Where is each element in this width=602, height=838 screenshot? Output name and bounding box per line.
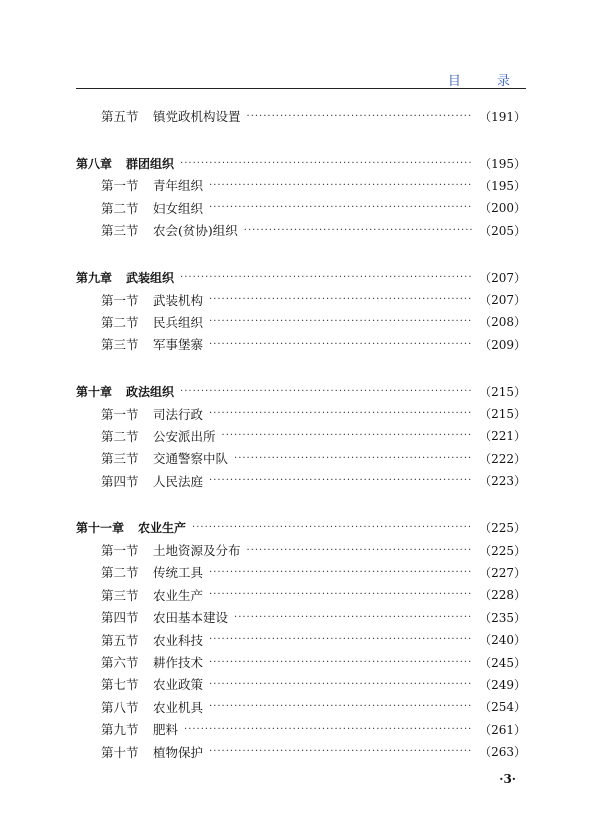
leader-dots: [209, 475, 473, 486]
leader-dots: [180, 386, 473, 397]
leader-dots: [209, 339, 473, 350]
toc-section-entry-title: 镇党政机构设置: [153, 109, 241, 125]
toc-section-entry-page: （228）: [479, 588, 526, 603]
leader-dots: [209, 202, 473, 213]
leader-dots: [234, 453, 473, 464]
toc-section-entry-number: 第五节: [101, 632, 139, 648]
group-spacer: [76, 241, 526, 266]
toc-section-entry[interactable]: [76, 628, 526, 650]
leader-dots: [209, 408, 473, 419]
toc-section-entry-title: 人民法庭: [153, 473, 204, 489]
toc-section-entry-title: 妇女组织: [153, 200, 204, 216]
toc-section-entry-number: 第一节: [101, 543, 139, 559]
toc-section-entry-page: （235）: [479, 610, 526, 625]
toc-section-entry[interactable]: [76, 673, 526, 695]
toc-section-entry-page: （215）: [479, 407, 526, 422]
toc-section-entry-page: （221）: [479, 429, 526, 444]
toc-section-entry[interactable]: [76, 718, 526, 740]
leader-dots: [247, 545, 474, 556]
toc-section-entry[interactable]: [76, 696, 526, 718]
toc-section-entry-number: 第一节: [101, 178, 139, 194]
toc-chapter-entry[interactable]: [76, 380, 526, 402]
toc-section-entry-number: 第七节: [101, 677, 139, 693]
toc-section-entry[interactable]: [76, 651, 526, 673]
toc-section-entry[interactable]: [76, 606, 526, 628]
toc-section-entry-number: 第十节: [101, 744, 139, 760]
toc-section-entry-title: 农田基本建设: [153, 610, 229, 626]
toc-section-entry[interactable]: [76, 425, 526, 447]
toc-section-entry[interactable]: [76, 174, 526, 196]
toc-chapter-entry-page: （195）: [479, 156, 526, 171]
toc-section-entry-page: （223）: [479, 474, 526, 489]
toc-chapter-entry[interactable]: [76, 516, 526, 538]
page-number: ·3·: [499, 772, 516, 786]
toc-section-entry-title: 土地资源及分布: [153, 543, 241, 559]
toc-section-entry-title: 军事堡寨: [153, 337, 204, 353]
toc-section-entry-number: 第二节: [101, 428, 139, 444]
toc-section-entry-number: 第三节: [101, 337, 139, 353]
toc-section-entry-number: 第九节: [101, 722, 139, 738]
toc-section-entry[interactable]: [76, 402, 526, 424]
leader-dots: [209, 657, 473, 668]
group-spacer: [76, 127, 526, 152]
toc-chapter-entry-title: 政法组织: [126, 384, 175, 399]
toc-section-entry[interactable]: [76, 105, 526, 127]
toc-section-entry-number: 第六节: [101, 655, 139, 670]
toc-section-entry[interactable]: [76, 197, 526, 219]
toc-section-entry-number: 第五节: [101, 109, 139, 125]
toc-section-entry-title: 植物保护: [153, 744, 204, 760]
toc-section-entry-page: （227）: [479, 565, 526, 580]
toc-section-entry-number: 第二节: [101, 200, 139, 216]
leader-dots: [209, 294, 473, 305]
toc-section-entry-number: 第三节: [101, 451, 139, 467]
leader-dots: [209, 316, 473, 327]
toc-section-entry-number: 第四节: [101, 473, 139, 489]
toc-chapter-entry-number: 第九章: [76, 270, 113, 285]
toc-chapter-entry-number: 第十章: [76, 384, 113, 399]
toc-section-entry-page: （249）: [479, 677, 526, 692]
toc-section-entry[interactable]: [76, 561, 526, 583]
toc-section-entry-title: 交通警察中队: [153, 451, 229, 467]
leader-dots: [247, 111, 474, 122]
page-header-title: 目 录: [447, 74, 526, 89]
toc-section-entry-title: 耕作技术: [153, 655, 204, 670]
toc-section-entry-number: 第一节: [101, 292, 139, 308]
toc-section-entry-page: （245）: [479, 655, 526, 670]
toc-section-entry-title: 农业科技: [153, 632, 204, 648]
toc-section-entry-page: （205）: [479, 223, 526, 238]
toc-section-entry-title: 武装机构: [153, 292, 204, 308]
toc-chapter-entry-page: （215）: [479, 384, 526, 399]
leader-dots: [244, 225, 473, 236]
toc-section-entry-page: （209）: [479, 337, 526, 352]
leader-dots: [209, 679, 473, 690]
toc-section-entry-page: （240）: [479, 633, 526, 648]
toc-section-entry-page: （195）: [479, 178, 526, 193]
leader-dots: [209, 701, 473, 712]
group-spacer: [76, 356, 526, 381]
toc-section-entry-page: （200）: [479, 201, 526, 216]
toc-section-entry[interactable]: [76, 740, 526, 762]
toc-chapter-entry-title: 武装组织: [126, 270, 175, 285]
toc-section-entry[interactable]: [76, 333, 526, 355]
toc-section-entry-title: 青年组织: [153, 178, 204, 194]
toc-chapter-entry-number: 第八章: [76, 156, 113, 171]
toc-section-entry[interactable]: [76, 470, 526, 492]
leader-dots: [209, 634, 473, 645]
toc-section-entry-number: 第四节: [101, 610, 139, 626]
toc-chapter-entry-page: （225）: [479, 521, 526, 536]
leader-dots: [209, 567, 473, 578]
toc-section-entry-title: 传统工具: [153, 565, 204, 581]
toc-section-entry-page: （261）: [479, 722, 526, 737]
toc-chapter-entry-title: 群团组织: [126, 156, 175, 171]
toc-section-entry-page: （222）: [479, 451, 526, 466]
toc-section-entry[interactable]: [76, 447, 526, 469]
leader-dots: [184, 724, 473, 735]
toc-section-entry-number: 第三节: [101, 587, 139, 603]
toc-section-entry-number: 第八节: [101, 699, 139, 715]
toc-section-entry-title: 公安派出所: [153, 428, 216, 444]
toc-section-entry-number: 第二节: [101, 314, 139, 330]
toc-section-entry[interactable]: [76, 219, 526, 241]
toc-section-entry-page: （207）: [479, 293, 526, 308]
leader-dots: [209, 589, 473, 600]
toc-section-entry-page: （191）: [479, 109, 526, 124]
leader-dots: [209, 746, 473, 757]
toc-chapter-entry-page: （207）: [479, 270, 526, 285]
leader-dots: [222, 430, 474, 441]
toc-section-entry-number: 第三节: [101, 223, 139, 239]
toc-section-entry-page: （225）: [479, 543, 526, 558]
toc-section-entry[interactable]: [76, 584, 526, 606]
header-rule: [76, 88, 526, 89]
toc-section-entry-page: （263）: [479, 745, 526, 760]
toc-section-entry-page: （254）: [479, 700, 526, 715]
toc-section-entry[interactable]: [76, 288, 526, 310]
toc-section-entry-title: 农业机具: [153, 699, 204, 715]
toc-section-entry-title: 农会(贫协)组织: [153, 223, 238, 239]
table-of-contents: [76, 105, 526, 763]
toc-chapter-entry[interactable]: [76, 152, 526, 174]
toc-section-entry-number: 第一节: [101, 406, 139, 422]
toc-chapter-entry-number: 第十一章: [76, 521, 125, 536]
toc-chapter-entry-title: 农业生产: [138, 521, 187, 536]
leader-dots: [209, 180, 473, 191]
toc-chapter-entry[interactable]: [76, 266, 526, 288]
leader-dots: [180, 158, 473, 169]
toc-section-entry[interactable]: [76, 539, 526, 561]
leader-dots: [234, 612, 473, 623]
leader-dots: [180, 272, 473, 283]
toc-section-entry[interactable]: [76, 311, 526, 333]
toc-section-entry-number: 第二节: [101, 565, 139, 581]
toc-section-entry-title: 司法行政: [153, 406, 204, 422]
toc-section-entry-page: （208）: [479, 315, 526, 330]
toc-section-entry-title: 农业生产: [153, 587, 204, 603]
group-spacer: [76, 492, 526, 517]
toc-section-entry-title: 农业政策: [153, 677, 204, 693]
leader-dots: [192, 522, 473, 533]
toc-section-entry-title: 肥料: [153, 722, 179, 738]
toc-section-entry-title: 民兵组织: [153, 314, 204, 330]
